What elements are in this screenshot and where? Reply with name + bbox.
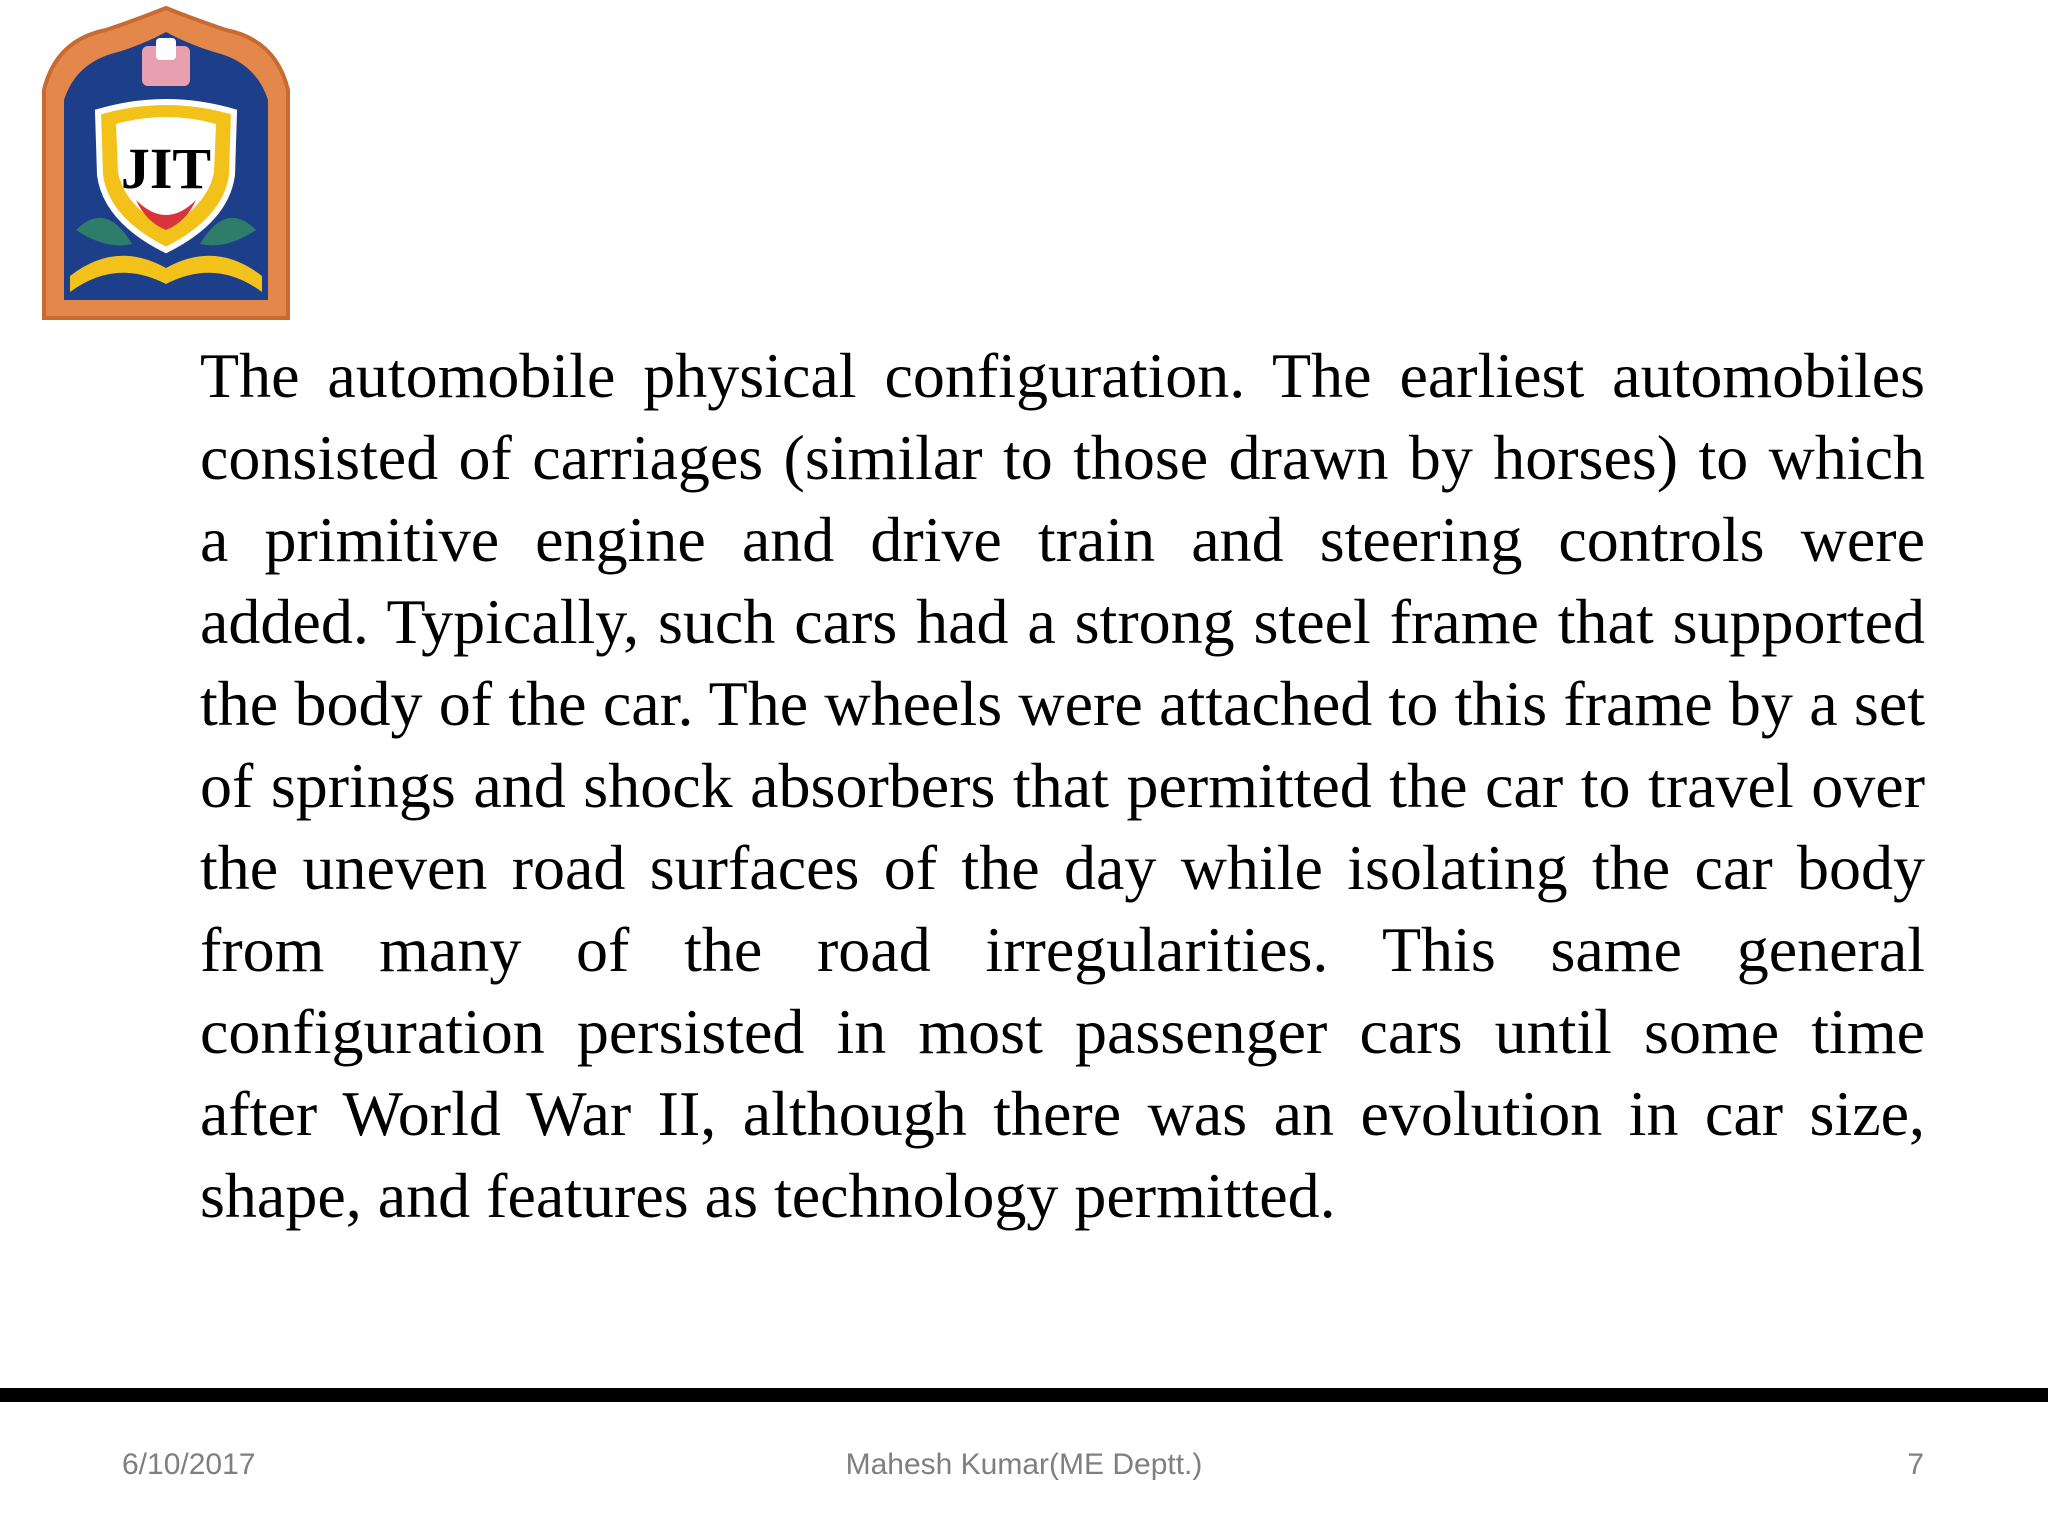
footer-divider: [0, 1388, 2048, 1402]
footer-date: 6/10/2017: [122, 1448, 256, 1481]
jit-logo: [36, 0, 296, 320]
footer-page-number: 7: [1907, 1448, 1924, 1481]
logo-text: JIT: [120, 136, 212, 201]
footer-author: Mahesh Kumar(ME Deptt.): [845, 1448, 1203, 1481]
jit-emblem-icon: [36, 0, 296, 320]
slide-body-text: The automobile physical configuration. The earliest automobiles consisted of carriages (similar to those drawn by horses) to which a primitive engine and drive train and steering controls were added. Typically, such cars had a strong steel frame that supported the body of the car. The wheels were attached to this frame by a set of springs and shock absorbers that permitted the car to travel over the uneven road surfaces of the day while isolating the car body from many of the road irregularities. This same general configuration persisted in most passenger cars until some time after World War II, although there was an evolution in car size, shape, and features as technology permitted.: [200, 340, 1925, 1231]
